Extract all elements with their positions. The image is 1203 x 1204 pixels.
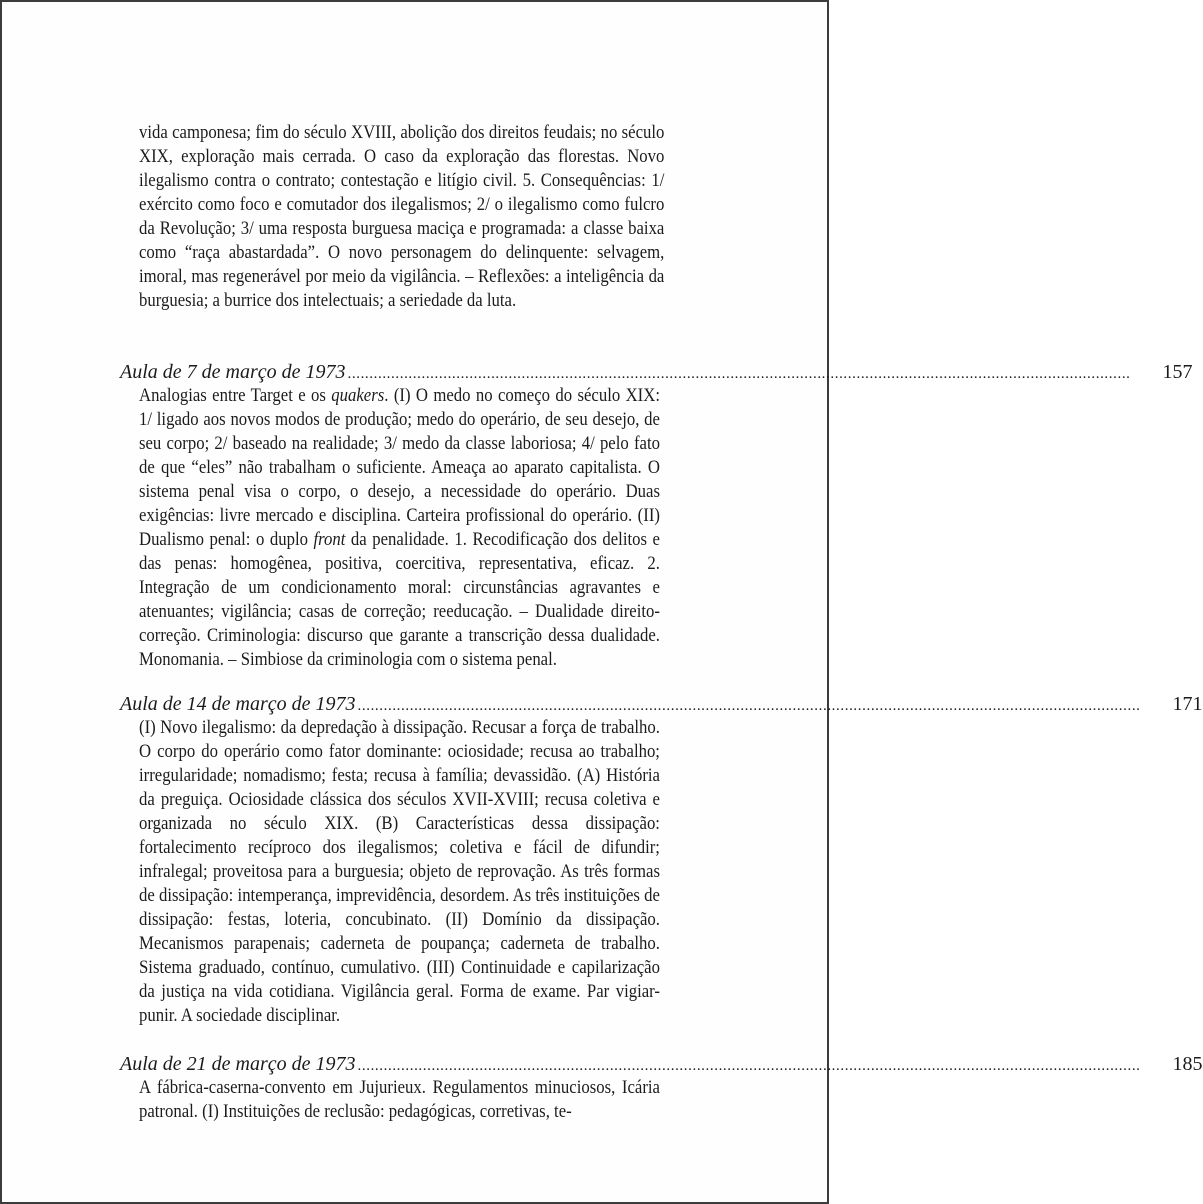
- entry-title: Aula de 21 de março de 1973: [120, 1053, 356, 1075]
- toc-entry: [120, 360, 1193, 672]
- entry-summary: (I) Novo ilegalismo: da depredação à dissipação. Recusar a força de trabalho. O corpo do operário como fator dominante: ociosidade; recusa ao trabalho; irregularidade; nomadismo; festa; recusa à família; devassidão. (A) História da preguiça. Ociosidade clássica dos séculos XVII-XVIII; recusa coletiva e organizada no século XIX. (B) Características dessa dissipação: fortalecimento recíproco dos ilegalismos; coletiva e fácil de difundir; infralegal; proveitosa para a burguesia; objeto de reprovação. As três formas de dissipação: intemperança, imprevidência, desordem. As três instituições de dissipação: festas, loteria, concubinato. (II) Domínio da dissipação. Mecanismos parapenais; caderneta de poupança; caderneta de trabalho. Sistema graduado, contínuo, cumulativo. (III) Continuidade e capilarização da justiça na vida cotidiana. Vigilância geral. Forma de exame. Par vigiar-punir. A sociedade disciplinar.: [139, 717, 660, 1026]
- entry-page-number: 157: [1162, 361, 1193, 383]
- entry-heading-row: [120, 360, 1193, 384]
- toc-entry: [120, 692, 1203, 1028]
- toc-entry: [120, 1052, 1203, 1124]
- entry-page-number: 185: [1172, 1053, 1203, 1075]
- entry-page-number: 171: [1172, 693, 1203, 715]
- continuation-paragraph: vida camponesa; fim do século XVIII, abolição dos direitos feudais; no século XIX, exploração mais cerrada. O caso da exploração das florestas. Novo ilegalismo contra o contrato; contestação e litígio civil. 5. Consequências: 1/ exército como foco e comutador dos ilegalismos; 2/ o ilegalismo como fulcro da Revolução; 3/ uma resposta burguesa maciça e programada: a classe baixa como “raça abastardada”. O novo personagem do delinquente: selvagem, imoral, mas regenerável por meio da vigilância. – Reflexões: a inteligência da burguesia; a burrice dos intelectuais; a seriedade da luta.: [139, 122, 665, 311]
- entry-heading-row: [120, 692, 1203, 716]
- entry-heading-row: [120, 1052, 1203, 1076]
- entry-title: Aula de 7 de março de 1973: [120, 361, 346, 383]
- entry-summary: A fábrica-caserna-convento em Jujurieux. Regulamentos minuciosos, Icária patronal. (I) Instituições de reclusão: pedagógicas, corretivas, te-: [139, 1077, 660, 1122]
- text-block: [120, 2, 1203, 1202]
- entry-title: Aula de 14 de março de 1973: [120, 693, 356, 715]
- dot-leader: ....................................................................................................................................................................................: [347, 366, 1131, 382]
- entry-summary: Analogias entre Target e os quakers. (I) O medo no começo do século XIX: 1/ ligado aos novos modos de produção; medo do operário, de seu desejo, de seu corpo; 2/ baseado na realidade; 3/ medo da classe laboriosa; 4/ pelo fato de que “eles” não trabalham o suficiente. Ameaça ao aparato capitalista. O sistema penal visa o corpo, o desejo, a necessidade do operário. Duas exigências: livre mercado e disciplina. Carteira profissional do operário. (II) Dualismo penal: o duplo front da penalidade. 1. Recodificação dos delitos e das penas: homogênea, positiva, coercitiva, representativa, eficaz. 2. Integração de um condicionamento moral: circunstâncias agravantes e atenuantes; vigilância; casas de correção; reeducação. – Dualidade direito-correção. Criminologia: discurso que garante a transcrição dessa dualidade. Monomania. – Simbiose da criminologia com o sistema penal.: [139, 385, 660, 670]
- dot-leader: ....................................................................................................................................................................................: [357, 1058, 1141, 1074]
- dot-leader: ....................................................................................................................................................................................: [357, 698, 1141, 714]
